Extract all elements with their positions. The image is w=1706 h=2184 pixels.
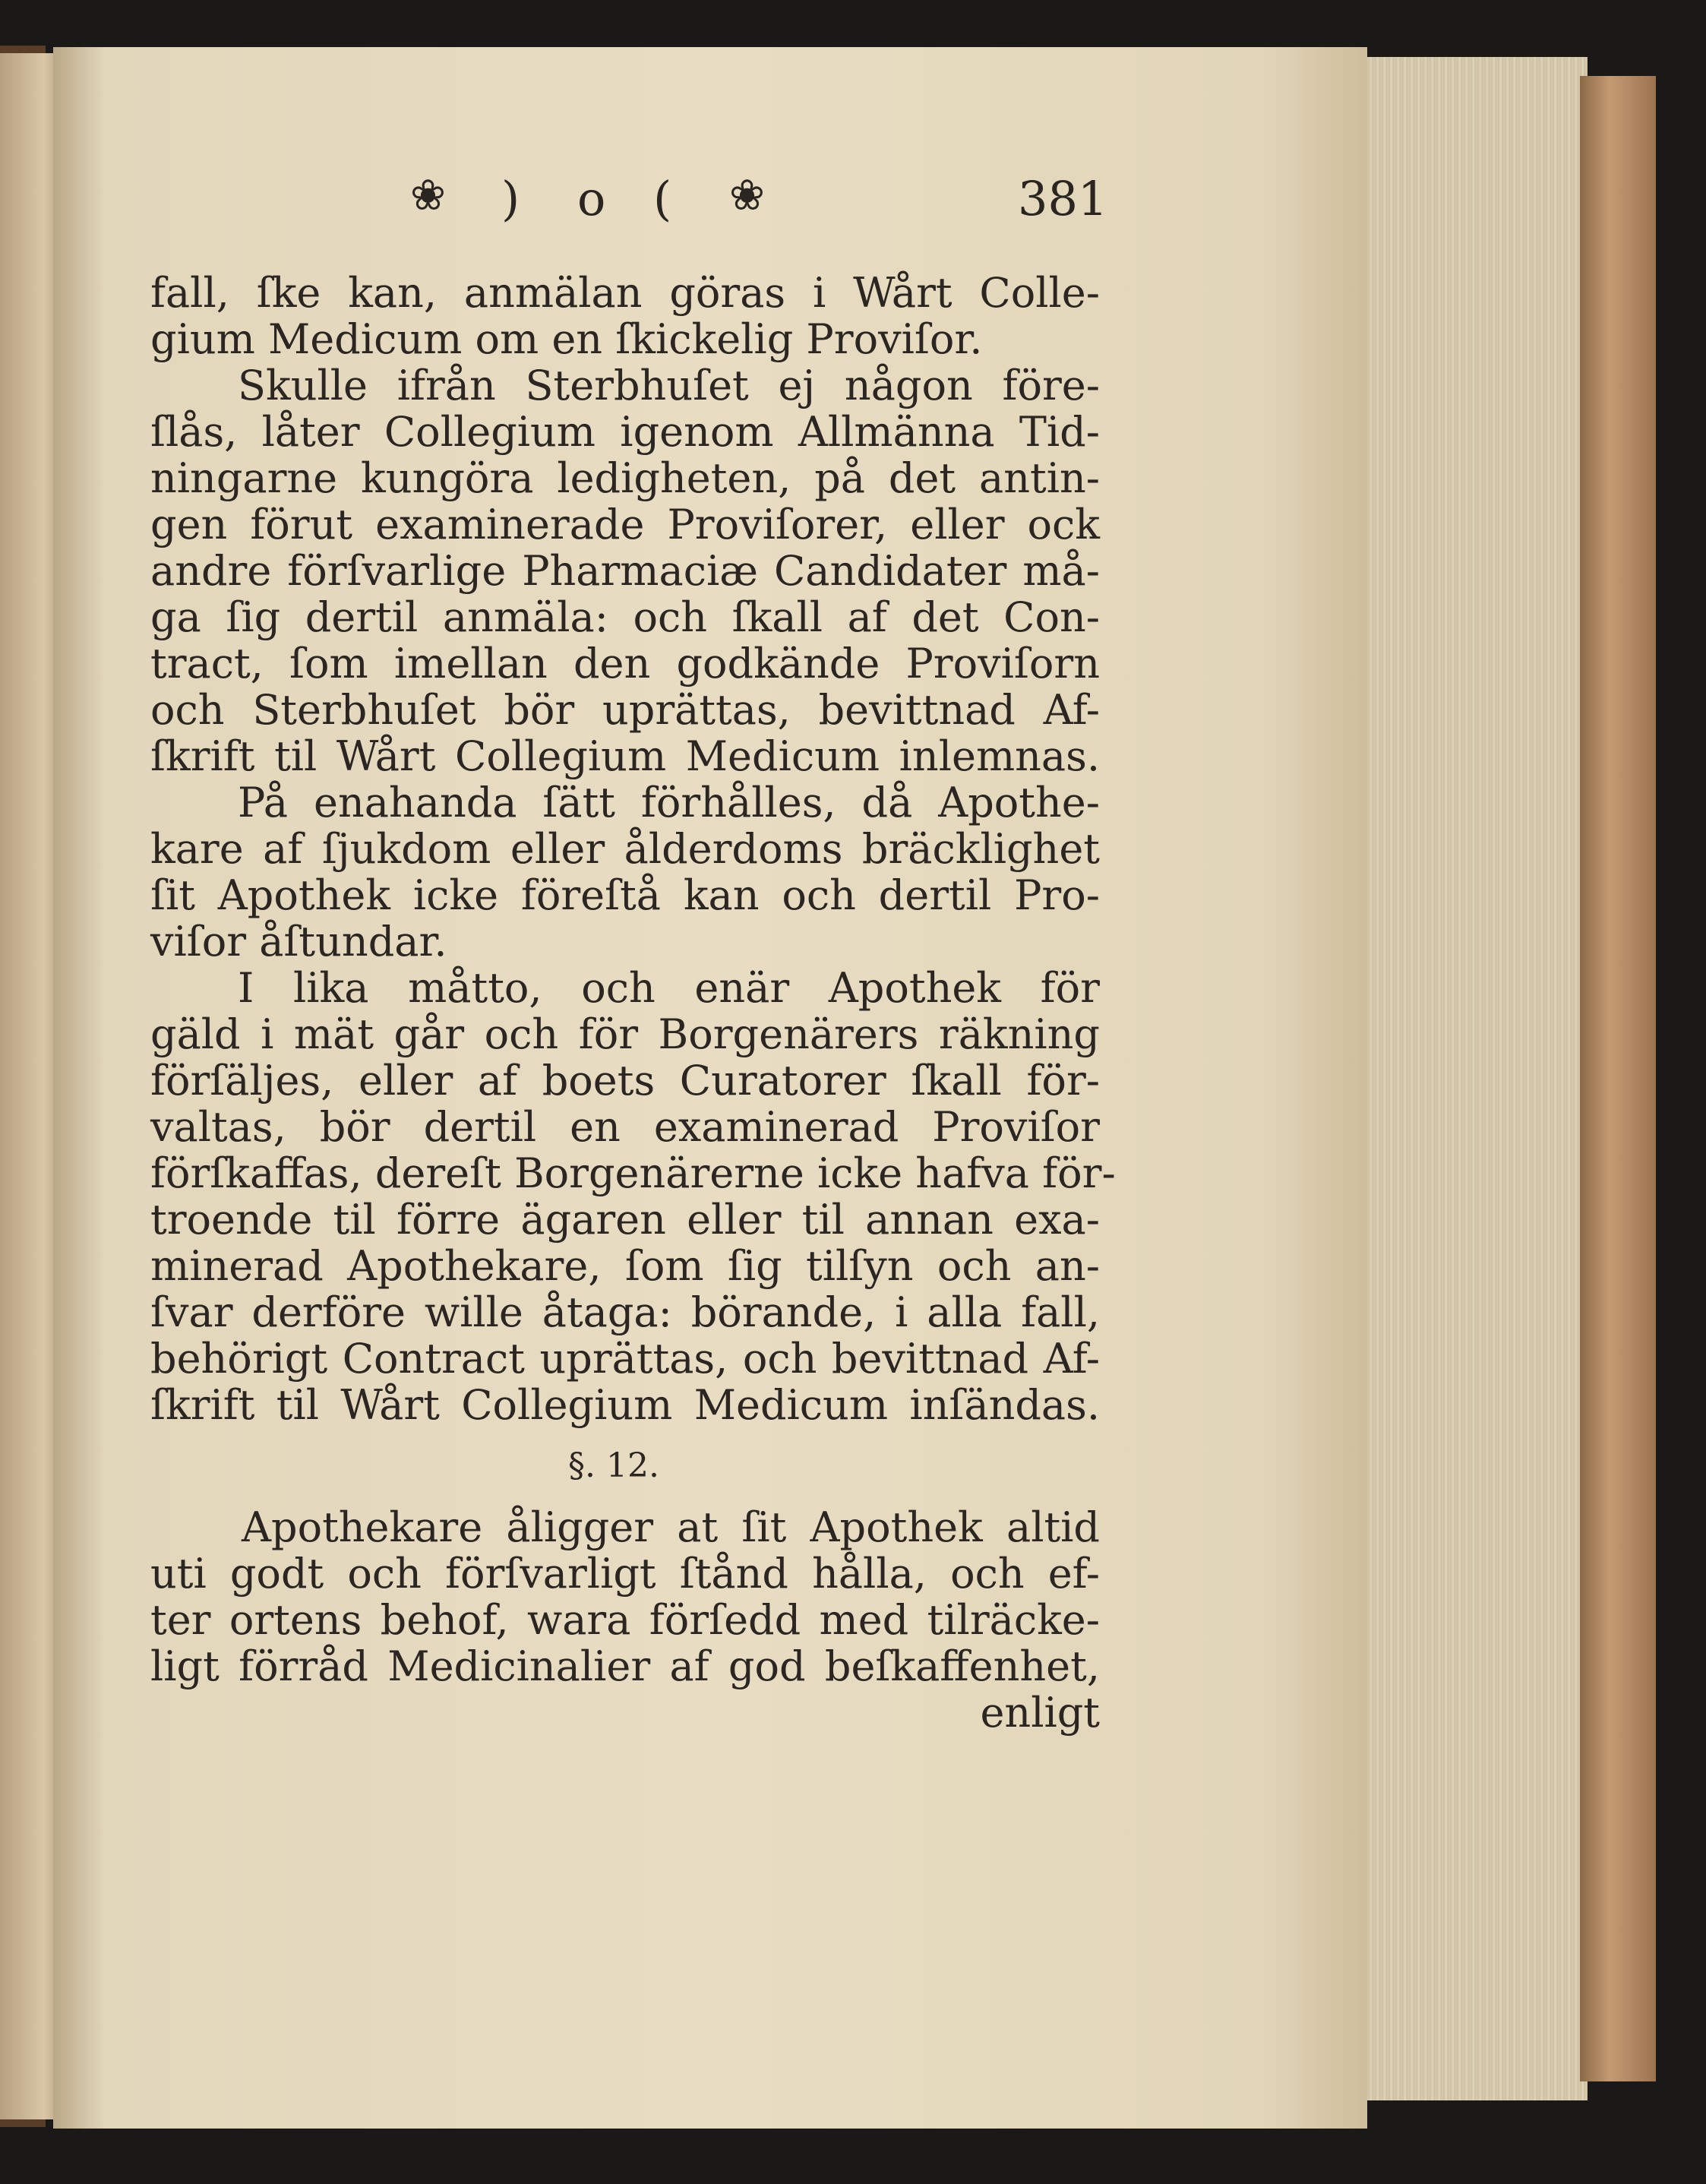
text-line: ſkrift til Wårt Collegium Medicum inſändas. [150, 1381, 1100, 1429]
text-line: ter ortens behof, wara förſedd med tilräcke- [150, 1596, 1100, 1644]
header-paren-left: ) [501, 171, 520, 226]
text-line: troende til förre ägaren eller til annan exa- [150, 1196, 1100, 1244]
text-line: Skulle ifrån Sterbhuſet ej någon före- [238, 362, 1100, 409]
text-line: ningarne kungöra ledigheten, på det antin- [150, 454, 1100, 502]
section-heading: §. 12. [568, 1446, 659, 1485]
text-line: ſlås, låter Collegium igenom Allmänna Tid- [150, 408, 1100, 456]
text-line: kare af ſjukdom eller ålderdoms bräcklighet [150, 825, 1100, 873]
text-line: valtas, bör dertil en examinerad Proviſor [150, 1103, 1100, 1151]
text-line: ligt förråd Medicinalier af god beſkaffenhet, [150, 1642, 1100, 1690]
page-text [150, 269, 1116, 1737]
text-line: tract, ſom imellan den godkände Proviſorn [150, 640, 1100, 687]
text-line: gium Medicum om en ſkickelig Proviſor. [150, 315, 983, 363]
text-line: förſäljes, eller af boets Curatorer ſkall för- [150, 1057, 1100, 1105]
text-line: och Sterbhuſet bör uprättas, bevittnad Af- [150, 686, 1100, 734]
text-line: viſor åſtundar. [150, 918, 447, 966]
header-circle: o [577, 171, 606, 226]
text-line: Apothekare åligger at ſit Apothek altid [242, 1503, 1100, 1551]
text-line: ga ſig dertil anmäla: och ſkall af det Con- [150, 593, 1100, 641]
text-line: ſit Apothek icke föreſtå kan och dertil Pro- [150, 871, 1100, 919]
page-header [410, 171, 1109, 254]
text-line: ſvar derföre wille åtaga: börande, i alla fall, [150, 1288, 1100, 1336]
text-line: gen förut examinerade Proviſorer, eller ock [150, 501, 1100, 548]
text-line: fall, ſke kan, anmälan göras i Wårt Colle- [150, 269, 1100, 317]
ornament-right-icon: ❀ [729, 171, 765, 220]
ornament-left-icon: ❀ [410, 171, 446, 220]
text-line: På enahanda ſätt förhålles, då Apothe- [238, 779, 1100, 827]
catchword: enligt [980, 1689, 1100, 1737]
header-paren-right: ( [653, 171, 672, 226]
text-line: I lika måtto, och enär Apothek för [238, 964, 1100, 1012]
book-cover-right [1580, 76, 1656, 2081]
text-line: ſkrift til Wårt Collegium Medicum inlemnas. [150, 732, 1100, 780]
page-number: 381 [1018, 171, 1108, 226]
text-line: uti godt och förſvarligt ſtånd hålla, och ef- [150, 1550, 1100, 1598]
text-line: förſkaffas, dereſt Borgenärerne icke hafva för- [150, 1149, 1116, 1197]
text-line: andre förſvarlige Pharmaciæ Candidater må- [150, 547, 1100, 595]
text-line: gäld i mät går och för Borgenärers räkning [150, 1010, 1100, 1058]
text-line: behörigt Contract uprättas, och bevittnad Af- [150, 1335, 1100, 1383]
text-line: minerad Apothekare, ſom ſig tilſyn och an- [150, 1242, 1100, 1290]
